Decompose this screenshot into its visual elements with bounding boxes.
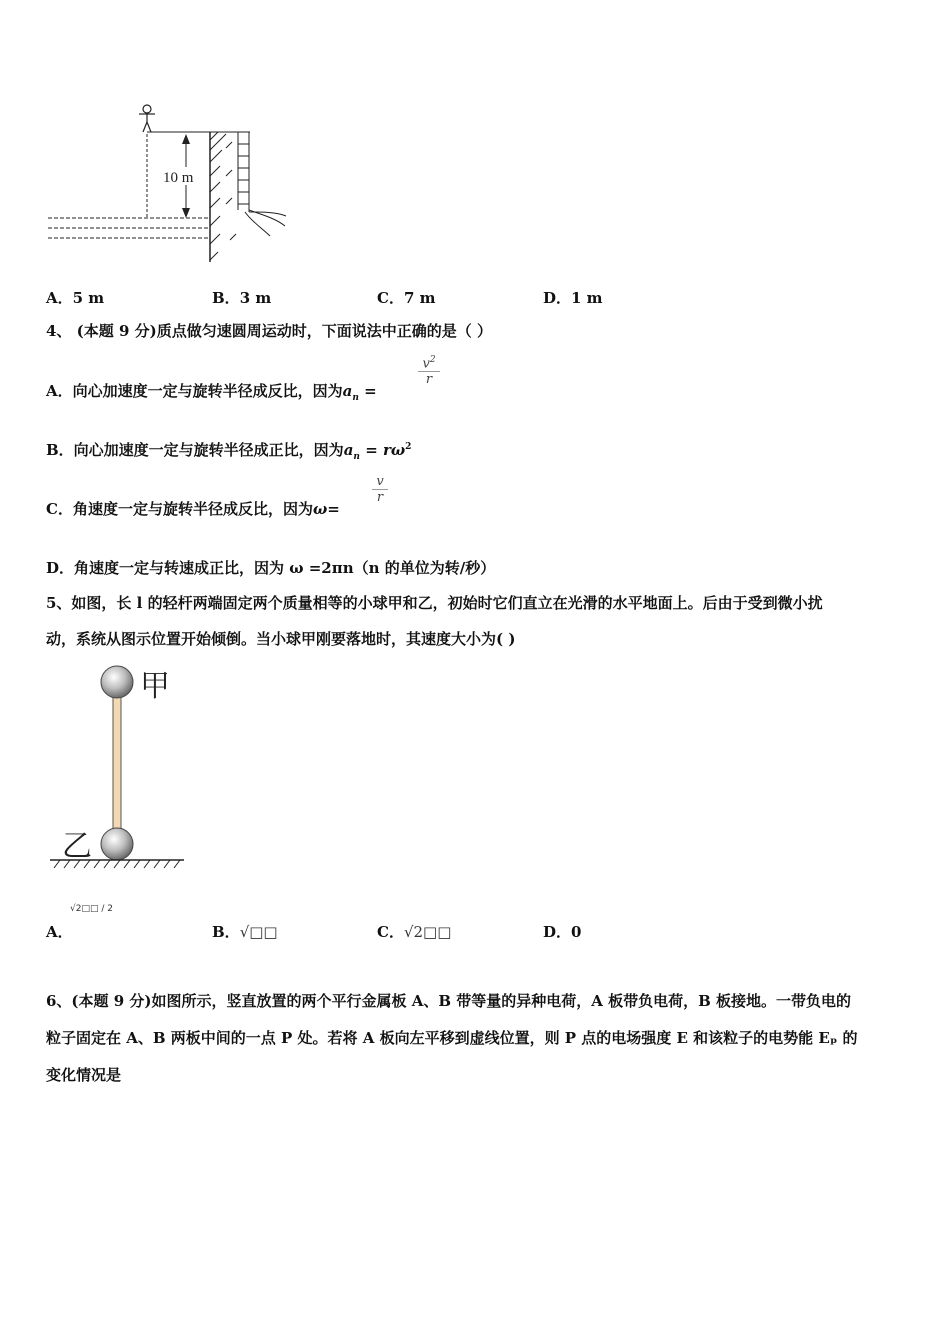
q4-c-fraction: v r — [372, 474, 388, 505]
q5-stem-line2: 动，系统从图示位置开始倾倒。当小球甲刚要落地时，其速度大小为( ) — [46, 630, 516, 648]
q3-option-d: D．1 m — [543, 289, 603, 307]
q5-option-d: D．0 — [543, 923, 582, 941]
q4-stem: 4、 (本题 9 分)质点做匀速圆周运动时，下面说法中正确的是（ ） — [46, 322, 492, 340]
person-icon — [139, 105, 155, 132]
q4-option-b: B．向心加速度一定与旋转半径成正比，因为$a_n = r\omega^2$ — [46, 441, 412, 462]
label-jia: 甲 — [140, 669, 170, 704]
q4-a-fraction: $v^2$ r — [418, 355, 440, 387]
rod-figure — [48, 660, 188, 875]
q3-option-a: A．5 m — [46, 289, 105, 307]
cliff-figure — [40, 100, 300, 270]
q4-option-a: A．向心加速度一定与旋转半径成反比，因为$a_n$ = — [46, 382, 377, 403]
q5-option-c: C．√2□□ — [377, 923, 452, 941]
height-label: 10 m — [163, 170, 194, 186]
q5-option-b: B．√□□ — [212, 923, 278, 941]
q5-option-a: A． — [46, 923, 73, 941]
q4-option-d: D．角速度一定与转速成正比，因为 ω =2πn（n 的单位为转/秒） — [46, 559, 496, 577]
q6-stem-line1: 6、(本题 9 分)如图所示，竖直放置的两个平行金属板 A、B 带等量的异种电荷，A 板带负电荷，B 板接地。一带负电的 — [46, 992, 852, 1010]
q6-stem-line3: 变化情况是 — [46, 1066, 122, 1084]
q6-stem-line2: 粒子固定在 A、B 两板中间的一点 P 处。若将 A 板向左平移到虚线位置，则 P 点的电场强度 E 和该粒子的电势能 Eₚ 的 — [46, 1029, 858, 1047]
ball-jia — [101, 666, 133, 698]
label-yi: 乙 — [62, 829, 92, 864]
q3-option-c: C．7 m — [377, 289, 436, 307]
ball-yi — [101, 828, 133, 860]
q5-stem-line1: 5、如图，长 l 的轻杆两端固定两个质量相等的小球甲和乙，初始时它们直立在光滑的水平地面上。后由于受到微小扰 — [46, 594, 823, 612]
q3-option-b: B．3 m — [212, 289, 272, 307]
q5-option-a-formula: √2□□ / 2 — [70, 904, 113, 914]
q4-option-c: C．角速度一定与旋转半径成反比，因为ω= — [46, 500, 340, 518]
